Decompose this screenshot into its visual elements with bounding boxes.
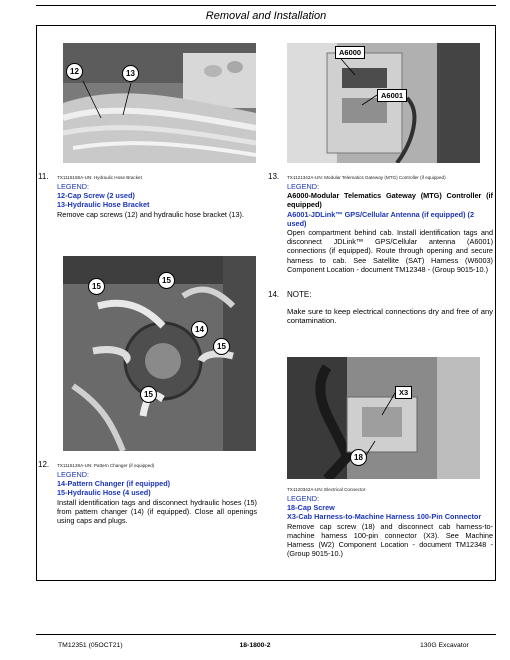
legend-item-12: 12-Cap Screw (2 used) xyxy=(57,191,135,201)
legend-label-11: LEGEND: xyxy=(57,182,90,191)
legend-item-15: 15-Hydraulic Hose (4 used) xyxy=(57,488,151,498)
photo-pattern-changer xyxy=(63,256,256,451)
footer-document-id: TM12351 (05OCT21) xyxy=(58,642,123,649)
step-text-14: Remove cap screw (18) and disconnect cab harness-to-machine harness 100-pin connector (X3). See Machine Harness (W2) Component Location - document TM12348 - (Group 9015-10.) xyxy=(287,521,493,559)
legend-item-a6000: A6000-Modular Telematics Gateway (MTG) Controller (if equipped) xyxy=(287,191,493,210)
figure-caption-12: TX1115128A-UN: Pattern Changer (if equipped) xyxy=(57,463,155,468)
callout-15-a: 15 xyxy=(88,278,105,295)
callout-15-c: 15 xyxy=(213,338,230,355)
photo-hose-bracket-image xyxy=(63,43,256,163)
photo-mtg-controller-image xyxy=(287,43,480,163)
step-number-12: 12. xyxy=(38,460,50,469)
figure-caption-14: TX1120342A-UN: Electrical Connector xyxy=(287,487,366,492)
photo-mtg-controller xyxy=(287,43,480,163)
callout-13: 13 xyxy=(122,65,139,82)
step-number-14: 14. xyxy=(268,290,280,299)
step-number-13: 13. xyxy=(268,172,280,181)
step-number-11: 11. xyxy=(38,172,49,181)
footer-rule xyxy=(36,634,496,635)
legend-block-14 xyxy=(287,494,493,558)
callout-a6001: A6001 xyxy=(377,89,407,102)
callout-12: 12 xyxy=(66,63,83,80)
callout-x3: X3 xyxy=(395,386,412,399)
legend-block-12 xyxy=(57,470,257,525)
legend-item-x3: X3-Cab Harness-to-Machine Harness 100-Pin Connector xyxy=(287,512,482,522)
photo-electrical-connector xyxy=(287,357,480,479)
legend-label-14: LEGEND: xyxy=(287,494,320,503)
photo-electrical-connector-image xyxy=(287,357,480,479)
photo-hydraulic-hose-bracket xyxy=(63,43,256,163)
page-title: Removal and Installation xyxy=(205,10,327,22)
legend-block-11 xyxy=(57,182,257,219)
legend-item-13: 13-Hydraulic Hose Bracket xyxy=(57,200,150,210)
step-text-12: Install identification tags and disconnect hydraulic hoses (15) from pattern changer (14) (if equipped). Close all openings using caps and plugs. xyxy=(57,497,257,526)
legend-label-13: LEGEND: xyxy=(287,182,320,191)
legend-label-12: LEGEND: xyxy=(57,470,90,479)
note-label: NOTE: xyxy=(287,290,312,299)
note-text: Make sure to keep electrical connections dry and free of any contamination. xyxy=(287,307,493,326)
step-text-11: Remove cap screws (12) and hydraulic hose bracket (13). xyxy=(57,209,244,219)
footer-model: 130G Excavator xyxy=(420,642,469,649)
footer-page-number: 18-1800-2 xyxy=(239,642,271,649)
legend-block-13 xyxy=(287,182,493,274)
callout-18: 18 xyxy=(350,449,367,466)
step-text-13: Open compartment behind cab. Install identification tags and disconnect JDLink™ GPS/Cellular antenna (A6001) connections (if equipped). Route through opening and secure harness to cab. See Satellite (SAT) Harness (W6003) Component Location - document TM12348 - (Group 9015-10.) xyxy=(287,228,493,274)
callout-14: 14 xyxy=(191,321,208,338)
legend-item-14: 14-Pattern Changer (if equipped) xyxy=(57,479,171,489)
callout-15-b: 15 xyxy=(158,272,175,289)
legend-item-a6001: A6001-JDLink™ GPS/Cellular Antenna (if equipped) (2 used) xyxy=(287,209,475,228)
callout-15-d: 15 xyxy=(140,386,157,403)
callout-a6000: A6000 xyxy=(335,46,365,59)
header-rule xyxy=(36,5,496,6)
legend-item-18: 18-Cap Screw xyxy=(287,503,335,513)
figure-caption-11: TX1115158A-UN: Hydraulic Hose Bracket xyxy=(57,175,142,180)
figure-caption-13: TX1121342A-UN: Modular Telematics Gateway (MTG) Controller (if equipped) xyxy=(287,175,446,180)
